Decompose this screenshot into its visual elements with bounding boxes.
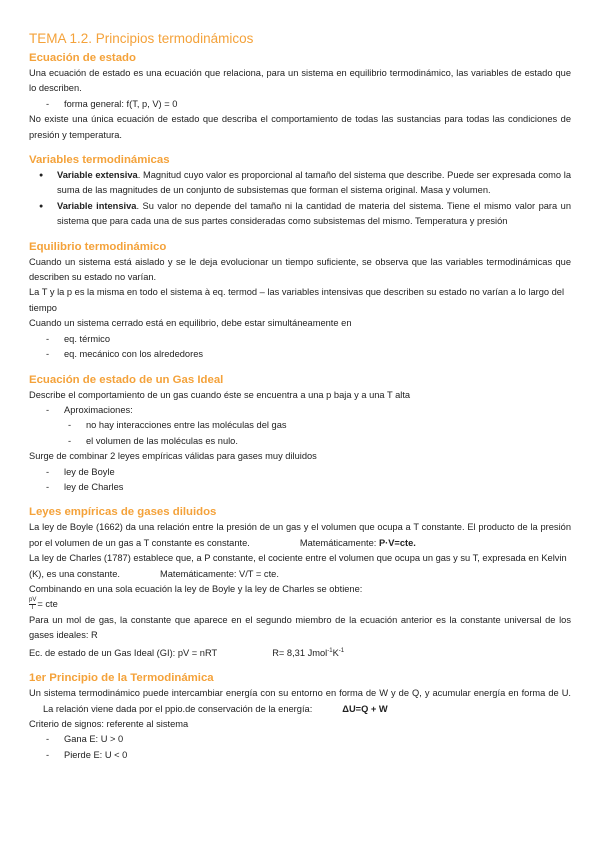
dash-item: - ley de Charles <box>29 480 571 495</box>
paragraph: Combinando en una sola ecuación la ley de Boyle y la ley de Charles se obtiene: <box>29 583 363 594</box>
section-leyes-empiricas <box>29 505 571 661</box>
section-heading: Variables termodinámicas <box>29 154 170 167</box>
section-heading: Equilibrio termodinámico <box>29 240 167 253</box>
paragraph: La ley de Charles (1787) establece que, a P constante, el cociente entre el volumen que ocupa un gas y su T, expresada en Kelvin (K), es una constante. Matemáticamente: V/T = cte. <box>29 553 567 579</box>
section-heading: Ecuación de estado <box>29 52 136 64</box>
dash-item: - eq. mecánico con los alrededores <box>29 347 571 362</box>
paragraph: Para un mol de gas, la constante que aparece en el segundo miembro de la ecuación anterior es la constante universal de los gases ideales: R <box>29 614 571 641</box>
paragraph: Surge de combinar 2 leyes empíricas válidas para gases muy diluidos <box>29 451 317 462</box>
paragraph: Cuando un sistema cerrado está en equilibrio, debe estar simultáneamente en <box>29 318 352 329</box>
paragraph: La T y la p es la misma en todo el sistema à eq. termod – las variables intensivas que describen su estado no varían a lo largo del tiempo <box>29 287 565 313</box>
bullet-item: ● Variable intensiva. Su valor no depende del tamaño ni la cantidad de materia del sistema. Tiene el mismo valor para un sistema que para cada una de sus partes consideradas como subsistemas del mismo. Temperatura y presión <box>29 199 571 230</box>
paragraph: Una ecuación de estado es una ecuación que relaciona, para un sistema en equilibrio termodinámico, las variables de estado que lo describen. <box>29 68 571 94</box>
section-gas-ideal <box>29 373 571 496</box>
dash-item: - Pierde E: U < 0 <box>29 748 571 763</box>
paragraph: Un sistema termodinámico puede intercambiar energía con su entorno en forma de W y de Q, y acumular energía en forma de U.La relación viene dada por el ppio.de conservación de la energía: ΔU=Q + W <box>29 688 571 714</box>
dash-item: - Aproximaciones: <box>29 403 571 418</box>
paragraph: No existe una única ecuación de estado que describa el comportamiento de todas las sustancias para todas las condiciones de presión y temperatura. <box>29 114 571 140</box>
section-equilibrio <box>29 240 571 363</box>
paragraph: Cuando un sistema está aislado y se le deja evolucionar un tiempo suficiente, se observa que las variables termodinámicas que describen su estado no varían. <box>29 256 571 283</box>
paragraph: La ley de Boyle (1662) da una relación entre la presión de un gas y el volumen que ocupa a T constante. El producto de la presión por el volumen de un gas a T constante es constante. Matemáticamente: P·V=cte. <box>29 522 571 548</box>
section-primer-principio <box>29 671 571 763</box>
section-heading: 1er Principio de la Termodinámica <box>29 672 214 685</box>
section-heading: Ecuación de estado de un Gas Ideal <box>29 373 224 386</box>
dash-item: - eq. térmico <box>29 332 571 347</box>
subdash-item: - el volumen de las moléculas es nulo. <box>29 434 571 449</box>
fraction: $\frac{pV}{T}$ <box>29 597 37 612</box>
dash-item: - forma general: f(T, p, V) = 0 <box>29 97 571 112</box>
paragraph: Describe el comportamiento de un gas cuando éste se encuentra a una p baja y a una T alta <box>29 389 411 400</box>
document-title: TEMA 1.2. Principios termodinámicos <box>29 31 254 46</box>
formula-line: $\frac{pV}{T}$ = cte <box>29 597 58 612</box>
dash-item: - Gana E: U > 0 <box>29 732 571 747</box>
section-heading: Leyes empíricas de gases diluidos <box>29 506 217 519</box>
bullet-item: ● Variable extensiva. Magnitud cuyo valor es proporcional al tamaño del sistema que describe. Puede ser expresada como la suma de las magnitudes de un conjunto de subsistemas que forman el sistema original. Masa y volumen. <box>29 168 571 199</box>
paragraph: Criterio de signos: referente al sistema <box>29 718 189 729</box>
section-variables <box>29 153 571 230</box>
subdash-item: - no hay interacciones entre las moléculas del gas <box>29 418 571 433</box>
section-ecuacion-estado <box>29 51 571 143</box>
dash-item: - ley de Boyle <box>29 465 571 480</box>
paragraph: Ec. de estado de un Gas Ideal (GI): pV = nRT R= 8,31 $Jmol^{-1}K^{-1}$ <box>29 647 345 658</box>
